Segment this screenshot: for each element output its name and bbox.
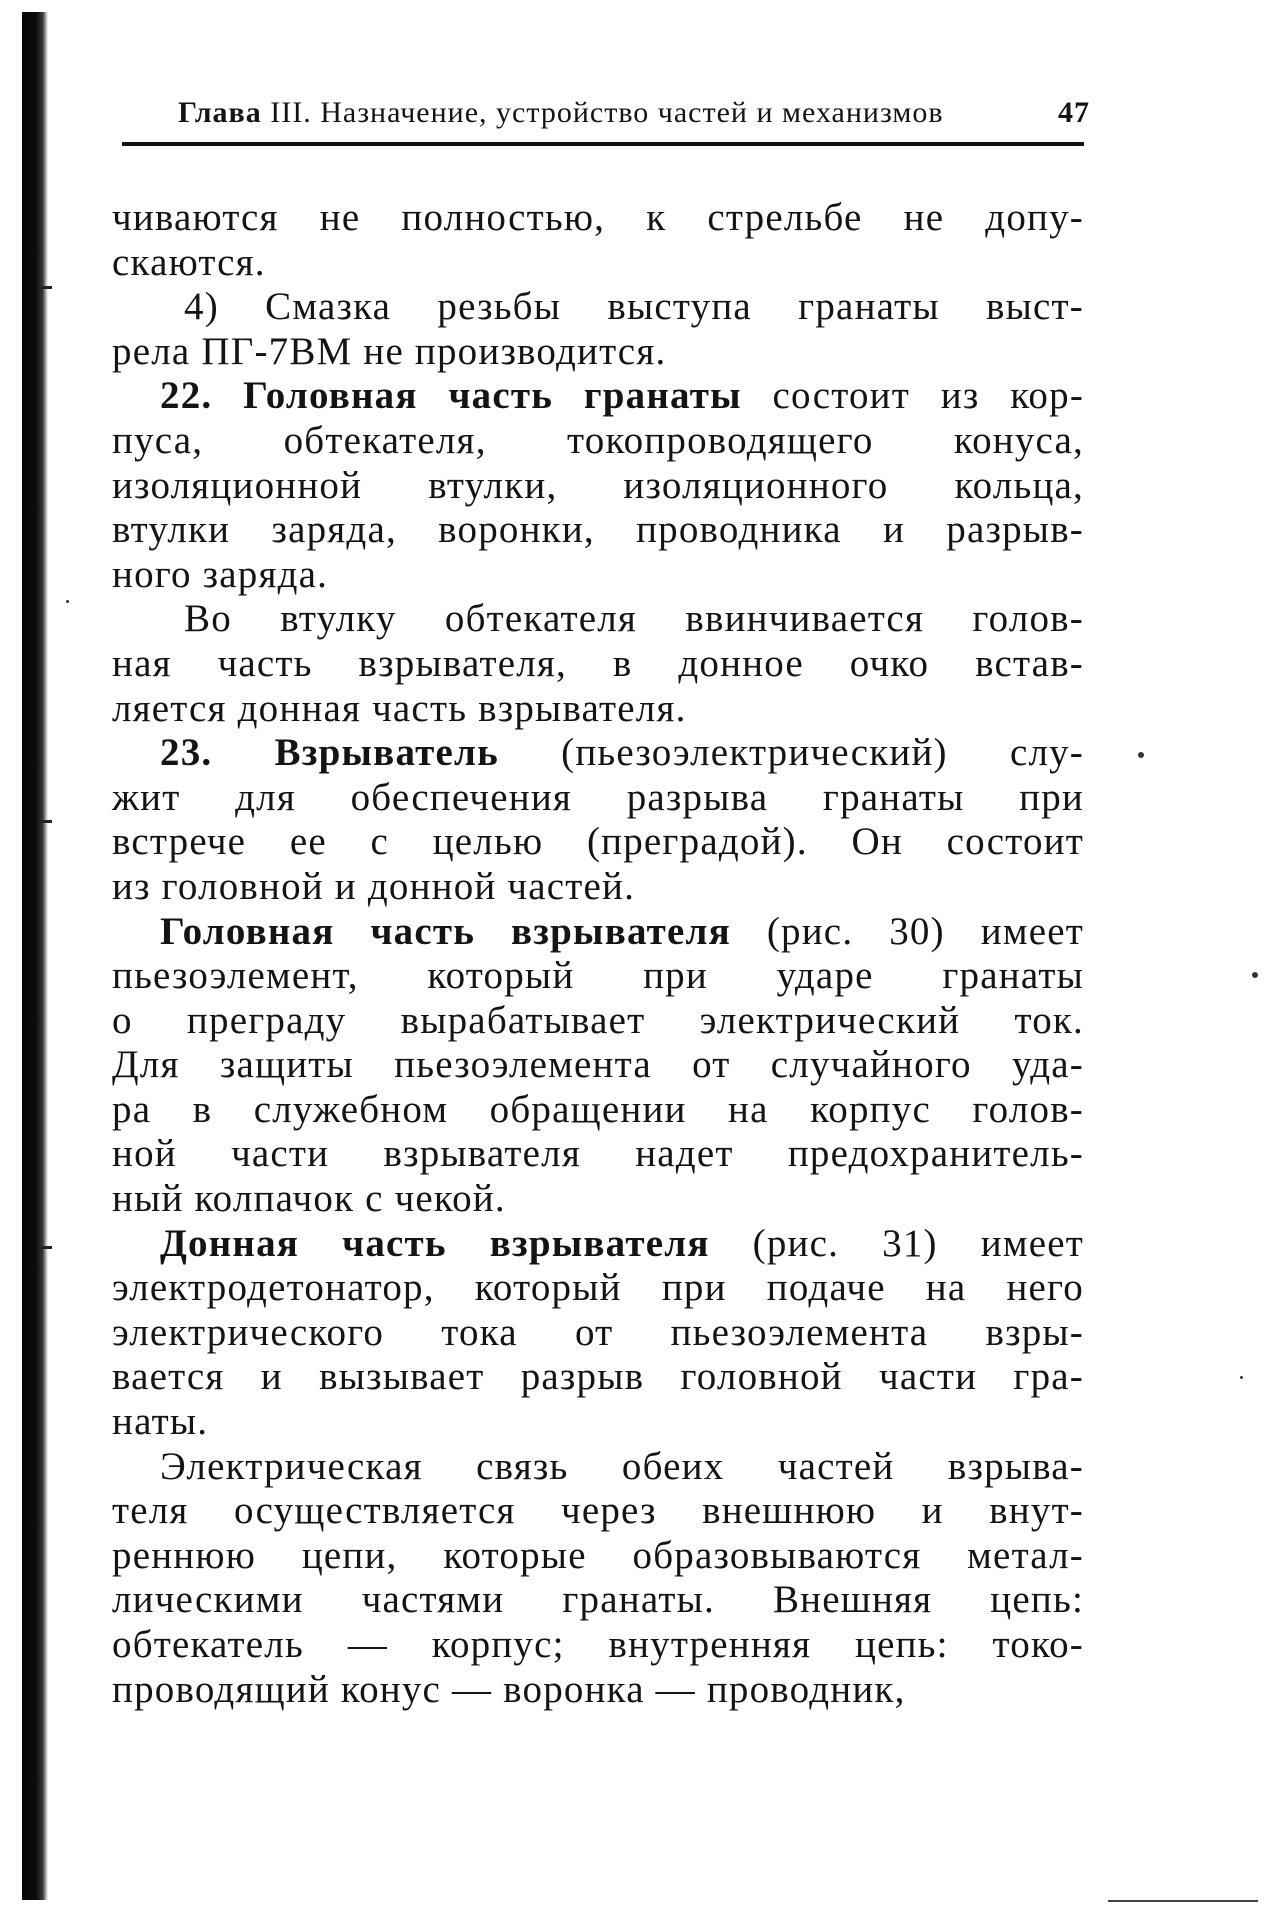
- page-number: 47: [1058, 96, 1090, 129]
- text-line: ный колпачок с чекой.: [112, 1177, 506, 1221]
- spine-mark: [40, 286, 52, 289]
- text-line: лическими частями гранаты. Внешняя цепь:: [112, 1578, 1084, 1622]
- text-line: реннюю цепи, которые образовываются метал-: [112, 1533, 1084, 1577]
- running-header: [178, 96, 1090, 142]
- text-line: Для защиты пьезоэлемента от случайного уда-: [112, 1043, 1084, 1087]
- text-line: электродетонатор, который при подаче на него: [112, 1266, 1084, 1310]
- text-line: Электрическая связь обеих частей взрыва-: [160, 1444, 1084, 1488]
- text-line: из головной и донной частей.: [112, 864, 636, 908]
- text-line: чиваются не полностью, к стрельбе не допу-: [112, 196, 1084, 239]
- text-line: вается и вызывает разрыв головной части гра-: [112, 1355, 1084, 1399]
- running-header-title: [178, 96, 944, 130]
- chapter-title: III. Назначение, устройство частей и механизмов: [270, 96, 944, 129]
- print-speck: [66, 600, 69, 603]
- book-spine-shadow: [22, 12, 48, 1900]
- text-line: наты.: [112, 1400, 209, 1444]
- spine-mark: [40, 820, 52, 823]
- text-line: втулки заряда, воронки, проводника и разрыв-: [112, 508, 1084, 552]
- text-line: электрического тока от пьезоэлемента взры-: [112, 1310, 1084, 1354]
- text-line: ная часть взрывателя, в донное очко встав-: [112, 641, 1084, 685]
- text-line: пуса, обтекателя, токопроводящего конуса,: [112, 418, 1084, 462]
- text-line: пьезоэлемент, который при ударе гранаты: [112, 954, 1084, 998]
- spine-mark: [40, 1246, 52, 1249]
- text-line: ного заряда.: [112, 552, 329, 596]
- text-line: Во втулку обтекателя ввинчивается голов-: [184, 597, 1084, 641]
- footer-rule: [1108, 1900, 1258, 1902]
- text-line: ляется донная часть взрывателя.: [112, 686, 687, 730]
- text-line: теля осуществляется через внешнюю и внут-: [112, 1489, 1084, 1533]
- text-line: Головная часть взрывателя (рис. 30) имеет: [160, 909, 1084, 953]
- print-speck: [1252, 972, 1258, 978]
- text-line: обтекатель — корпус; внутренняя цепь: токо-: [112, 1623, 1084, 1666]
- text-line: о преграду вырабатывает электрический ток.: [112, 998, 1084, 1042]
- text-line: 22. Головная часть гранаты состоит из кор-: [160, 374, 1085, 418]
- print-speck: [1138, 752, 1144, 758]
- text-line: 4) Смазка резьбы выступа гранаты выст-: [184, 285, 1084, 329]
- text-line: изоляционной втулки, изоляционного кольца,: [112, 463, 1084, 507]
- text-line: Донная часть взрывателя (рис. 31) имеет: [160, 1221, 1084, 1265]
- text-line: 23. Взрыватель (пьезоэлектрический) слу-: [160, 731, 1084, 775]
- header-rule: [122, 142, 1084, 146]
- text-line: встрече ее с целью (преградой). Он состоит: [112, 820, 1084, 864]
- chapter-label: Глава: [178, 96, 262, 129]
- body-text: [112, 196, 1084, 1712]
- print-speck: [1240, 1376, 1243, 1379]
- text-line: жит для обеспечения разрыва гранаты при: [112, 775, 1084, 819]
- text-line: рела ПГ-7ВМ не производится.: [112, 329, 667, 373]
- text-line: скаются.: [112, 240, 266, 284]
- text-line: ра в служебном обращении на корпус голов-: [112, 1087, 1084, 1131]
- text-line: ной части взрывателя надет предохранитель-: [112, 1132, 1084, 1176]
- text-line: проводящий конус — воронка — проводник,: [112, 1667, 906, 1711]
